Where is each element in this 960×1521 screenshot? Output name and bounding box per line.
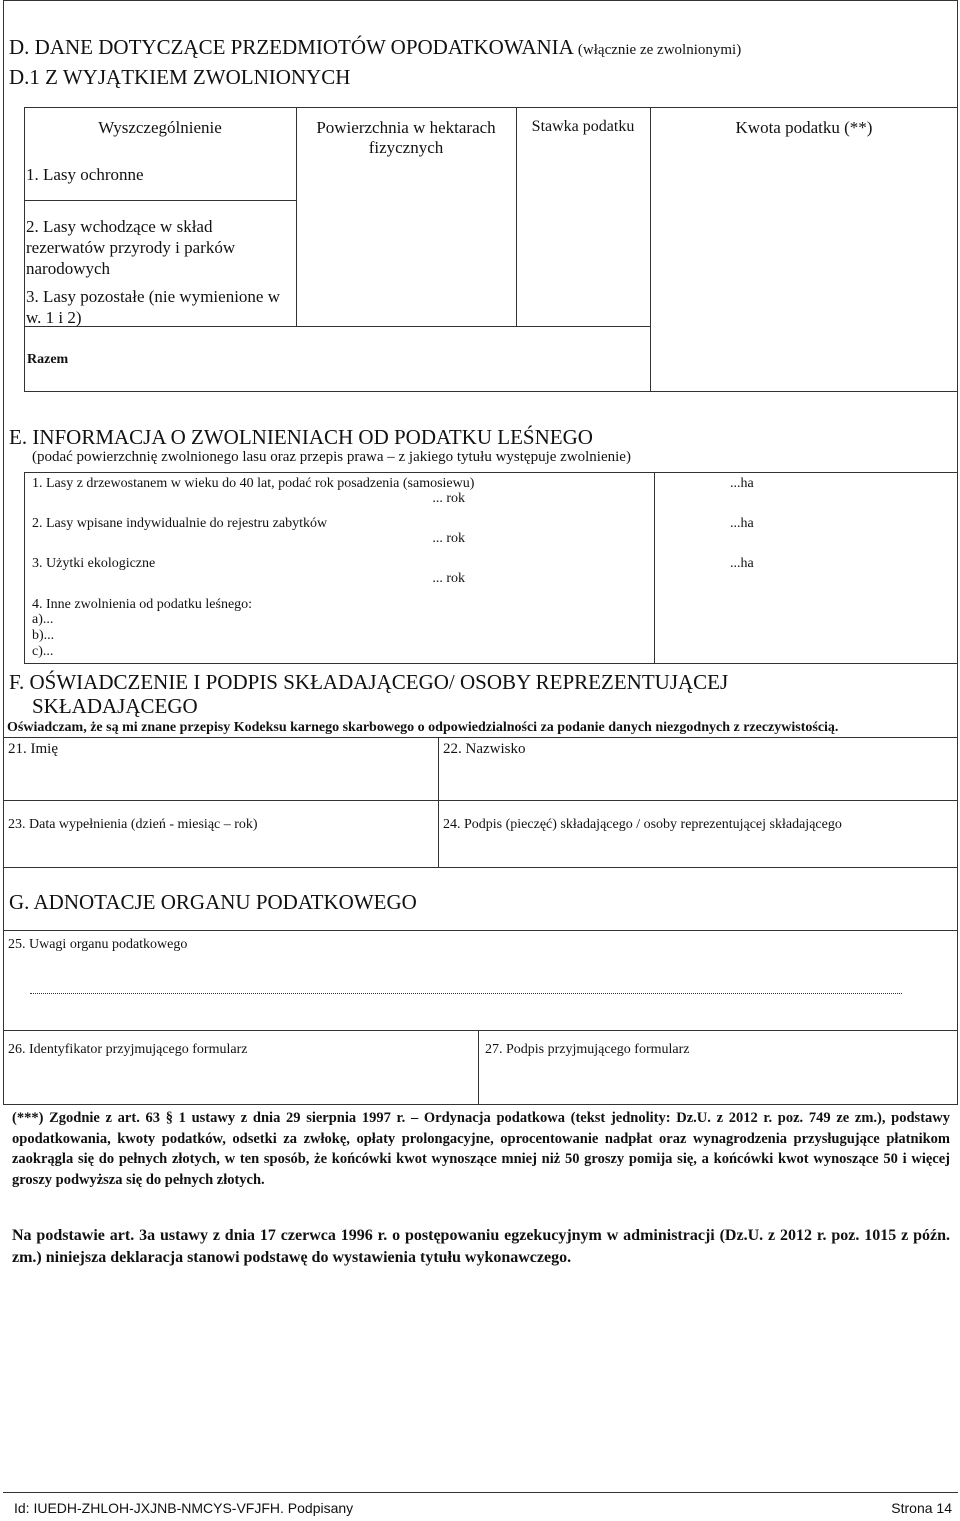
row-label: 1. Lasy ochronne [26, 165, 144, 184]
column-header-area: Powierzchnia w hektarach fizycznych [316, 118, 496, 157]
last-name-field[interactable]: 22. Nazwisko [443, 741, 526, 757]
exemption-item-ha: ...ha [730, 476, 754, 491]
section-f-title: F. OŚWIADCZENIE I PODPIS SKŁADAJĄCEGO/ OSOBY REPREZENTUJĄCEJ [9, 670, 729, 694]
receiver-id-field[interactable]: 26. Identyfikator przyjmującego formularz [8, 1042, 248, 1057]
exemption-item-label: 3. Użytki ekologiczne [32, 556, 156, 571]
exemption-item-ha: ...ha [730, 516, 754, 531]
receiver-signature-field[interactable]: 27. Podpis przyjmującego formularz [485, 1042, 690, 1057]
total-label: Razem [27, 352, 69, 367]
section-g-title: G. ADNOTACJE ORGANU PODATKOWEGO [9, 890, 417, 914]
column-header-amount: Kwota podatku (**) [735, 118, 873, 137]
enforcement-note: Na podstawie art. 3a ustawy z dnia 17 czerwca 1996 r. o postępowaniu egzekucyjnym w administracji (Dz.U. z 2012 r. poz. 1015 z późn. zm.) niniejsza deklaracja stanowi podstawę do wystawienia tytułu wykonawczego. [12, 1227, 950, 1266]
row-label: 2. Lasy wchodzące w skład rezerwatów przyrody i parków narodowych [26, 217, 236, 278]
signature-field[interactable]: 24. Podpis (pieczęć) składającego / osoby reprezentującej składającego [443, 817, 842, 832]
first-name-field[interactable]: 21. Imię [8, 741, 58, 757]
rounding-note: (***) Zgodnie z art. 63 § 1 ustawy z dnia 29 sierpnia 1997 r. – Ordynacja podatkowa (tekst jednolity: Dz.U. z 2012 r. poz. 749 ze zm.), podstawy opodatkowania, kwoty podatków, odsetki za zwłokę, opłaty prolongacyjne, oprocentowanie nadpłat oraz wynagrodzenia przysługujące płatnikom zaokrągla się do pełnych złotych, w ten sposób, że końcówki kwot wynoszące mniej niż 50 groszy pomija się, a końcówki kwot wynoszące 50 i więcej groszy podwyższa się do pełnych złotych. [12, 1110, 950, 1188]
section-f-title-cont: SKŁADAJĄCEGO [32, 694, 198, 718]
other-exemptions-label: 4. Inne zwolnienia od podatku leśnego: [32, 597, 253, 612]
document-id: Id: IUEDH-ZHLOH-JXJNB-NMCYS-VFJFH. Podpisany [14, 1500, 354, 1516]
row-label: 3. Lasy pozostałe (nie wymienione w w. 1 i 2) [26, 287, 280, 327]
section-d-subtitle: D.1 Z WYJĄTKIEM ZWOLNIONYCH [9, 65, 351, 89]
other-exemption-line: c)... [32, 644, 54, 659]
statement: Oświadczam, że są mi znane przepisy Kodeksu karnego skarbowego o odpowiedzialności za podanie danych niezgodnych z rzeczywistością. [7, 720, 839, 735]
page-number: Strona 14 [891, 1500, 952, 1516]
exemption-item-year: ... rok [432, 571, 465, 586]
exemption-item-year: ... rok [432, 491, 465, 506]
column-header-rate: Stawka podatku [531, 118, 635, 135]
column-header-description: Wyszczególnienie [98, 118, 222, 137]
other-exemption-line: b)... [32, 628, 55, 643]
other-exemption-line: a)... [32, 612, 54, 627]
section-e-title: E. INFORMACJA O ZWOLNIENIACH OD PODATKU LEŚNEGO [9, 425, 593, 449]
exemption-item-ha: ...ha [730, 556, 754, 571]
section-e-subtitle: (podać powierzchnię zwolnionego lasu oraz przepis prawa – z jakiego tytułu występuje zwolnienie) [32, 449, 631, 465]
section-d-title: D. DANE DOTYCZĄCE PRZEDMIOTÓW OPODATKOWANIA (włącznie ze zwolnionymi) [9, 35, 742, 59]
remarks-line [30, 993, 902, 994]
exemption-item-year: ... rok [432, 531, 465, 546]
remarks-field[interactable]: 25. Uwagi organu podatkowego [8, 937, 188, 952]
date-field[interactable]: 23. Data wypełnienia (dzień - miesiąc – rok) [8, 817, 258, 832]
exemption-item-label: 1. Lasy z drzewostanem w wieku do 40 lat, podać rok posadzenia (samosiewu) [32, 476, 475, 491]
exemption-item-label: 2. Lasy wpisane indywidualnie do rejestru zabytków [32, 516, 328, 531]
